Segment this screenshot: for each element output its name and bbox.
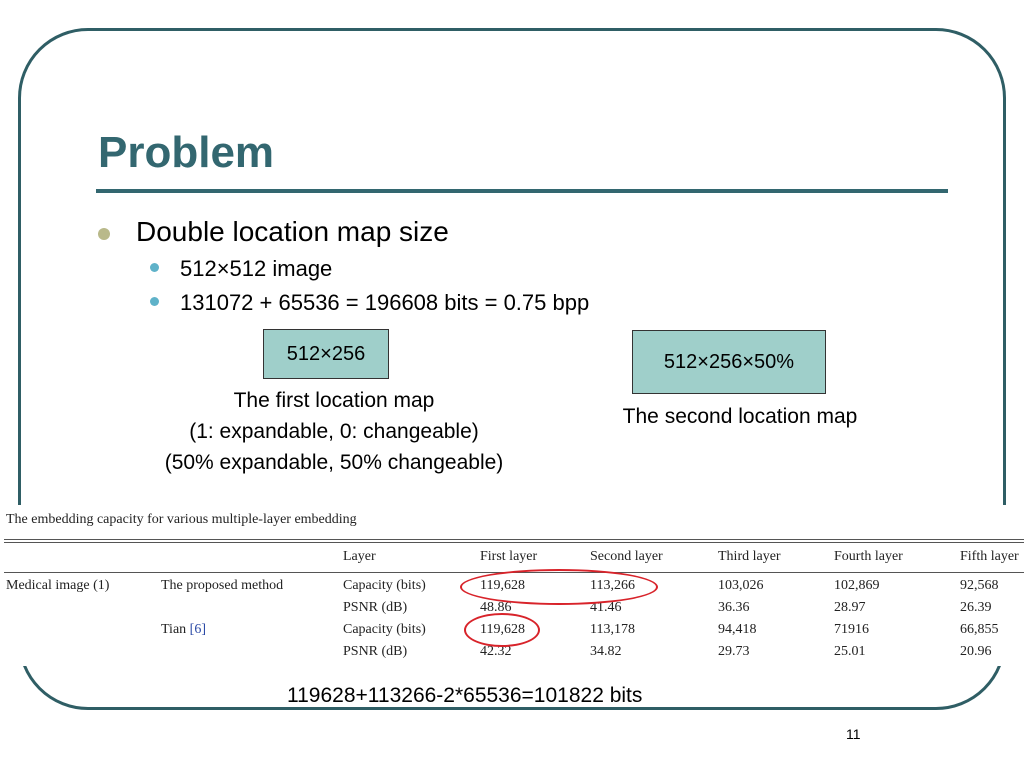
table-cell: 42.32 (480, 644, 512, 659)
table-cell: 25.01 (834, 644, 866, 659)
table-cell: 29.73 (718, 644, 750, 659)
first-location-map-caption (114, 385, 554, 478)
table-cell: Capacity (bits) (343, 578, 426, 593)
caption-line: The first location map (233, 389, 435, 412)
title-underline (96, 189, 948, 193)
table-cell: Capacity (bits) (343, 622, 426, 637)
slide-title: Problem (98, 128, 275, 177)
table-cell-method (161, 622, 206, 638)
header-cell: Fourth layer (834, 549, 903, 564)
table-cell: 66,855 (960, 622, 999, 637)
table-cell: 71916 (834, 622, 869, 637)
table-cell: 48.86 (480, 600, 512, 615)
header-cell: Third layer (718, 549, 781, 564)
table-cell: 113,266 (590, 578, 635, 593)
first-location-map-box: 512×256 (263, 329, 389, 379)
page-number: 11 (846, 726, 861, 742)
sub-bullet-dot-icon (150, 263, 159, 272)
table-cell: PSNR (dB) (343, 644, 408, 659)
caption-line: (50% expandable, 50% changeable) (164, 451, 504, 474)
table-cell: 119,628 (480, 622, 525, 637)
main-bullet-text: Double location map size (136, 216, 449, 247)
citation-link[interactable]: [6] (189, 622, 206, 637)
header-cell: First layer (480, 549, 538, 564)
bullet-dot-icon (98, 228, 110, 240)
table-cell: The proposed method (161, 578, 284, 593)
table-cell: 36.36 (718, 600, 750, 615)
table-cell: 41.46 (590, 600, 622, 615)
sub-bullet-text: 512×512 image (180, 256, 333, 281)
table-cell: 20.96 (960, 644, 992, 659)
table-cell: 119,628 (480, 578, 525, 593)
highlight-oval (464, 613, 540, 647)
second-location-map-caption: The second location map (622, 405, 858, 428)
table-cell: PSNR (dB) (343, 600, 408, 615)
table-rule (4, 539, 1024, 540)
sub-bullet-text: 131072 + 65536 = 196608 bits = 0.75 bpp (180, 290, 590, 315)
table-cell: Medical image (1) (6, 578, 110, 593)
capacity-table (0, 505, 1024, 666)
sub-bullet-dot-icon (150, 297, 159, 306)
table-cell: 26.39 (960, 600, 992, 615)
highlight-oval (460, 569, 658, 605)
second-location-map-box: 512×256×50% (632, 330, 826, 394)
capacity-formula: 119628+113266-2*65536=101822 bits (287, 684, 643, 707)
table-cell: 34.82 (590, 644, 622, 659)
table-cell: 28.97 (834, 600, 866, 615)
table-rule (4, 542, 1024, 543)
method-name: Tian (161, 622, 187, 637)
header-cell: Second layer (590, 549, 663, 564)
table-cell: 113,178 (590, 622, 635, 637)
caption-line: (1: expandable, 0: changeable) (189, 420, 479, 443)
table-caption: The embedding capacity for various multiple-layer embedding (6, 512, 357, 527)
table-cell: 103,026 (718, 578, 764, 593)
table-cell: 102,869 (834, 578, 880, 593)
table-cell: 92,568 (960, 578, 999, 593)
header-cell: Fifth layer (960, 549, 1019, 564)
table-cell: 94,418 (718, 622, 757, 637)
header-cell: Layer (343, 549, 376, 564)
